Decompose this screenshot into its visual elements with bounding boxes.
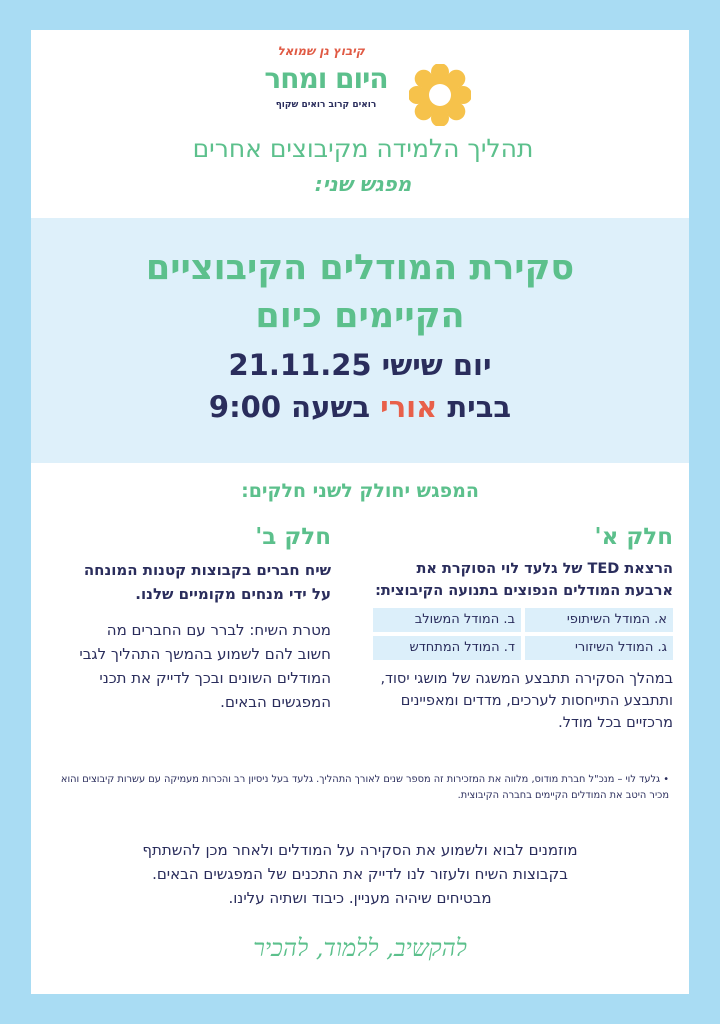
closing-line-1: מוזמנים לבוא ולשמוע את הסקירה על המודלים ולאחר מכן להשתתף [142, 841, 578, 859]
part-a-section [373, 520, 673, 734]
process-subtitle: תהליך הלמידה מקיבוצים אחרים [192, 134, 534, 163]
motto-slogan: להקשיב, ללמוד, להכיר [253, 934, 467, 962]
place-name: אורי [380, 390, 438, 424]
flyer-page [31, 30, 689, 994]
model-cooperative: א. המודל השיתופי [525, 608, 673, 632]
part-a-body: במהלך הסקירה תתבצע המשגה של מושגי יסוד, ותתבצע התייחסות לערכים, מדדים ומאפיינים מרכזיים בכל מודל. [380, 671, 673, 731]
kibbutz-logo [246, 44, 474, 132]
speaker-footnote: • גלעד לוי – מנכ"ל חברת מודוס, מלווה את המזכירות זה מספר שנים לאורך התהליך. גלעד בעל ניסיון רב והכרות מעמיקה עם עשרות קיבוצים והוא מכיר היטב את המודלים הקיימים בחברה הקיבוצית. [60, 774, 669, 801]
split-heading: המפגש יחולק לשני חלקים: [241, 480, 479, 502]
part-b-lead: שיח חברים בקבוצות קטנות המונחה על ידי מנחים מקומיים שלנו. [83, 561, 331, 603]
main-title-line-2: הקיימים כיום [255, 296, 465, 336]
closing-invitation [51, 838, 669, 910]
part-b-body: מטרת השיח: לברר עם החברים מה חשוב להם לשמוע בהמשך התהליך לגבי המודלים השונים ובכך לדייק את תכני המפגשים הבאים. [79, 621, 331, 711]
event-place-time [41, 390, 679, 424]
main-title [41, 244, 679, 340]
meeting-number: מפגש שני: [314, 172, 412, 196]
logo-tagline: רואים קרוב רואים שקוף [275, 100, 377, 110]
sun-flower-icon [409, 64, 471, 126]
part-b-section [69, 520, 331, 714]
model-combined: ב. המודל המשולב [373, 608, 521, 632]
title-banner [31, 218, 689, 463]
place-prefix: בבית [447, 390, 512, 424]
logo-title: היום ומחר [264, 62, 388, 95]
closing-line-2: בקבוצות השיח ולעזור לנו לדייק את התכנים של המפגשים הבאים. [152, 865, 568, 883]
closing-line-3: מבטיחים שיהיה מעניין. כיבוד ושתיה עלינו. [228, 889, 492, 907]
part-a-lead: הרצאת TED של גלעד לוי הסוקרת את ארבעת המודלים הנפוצים בתנועה הקיבוצית: [375, 561, 673, 599]
event-date: יום שישי 21.11.25 [228, 348, 492, 382]
model-renewed: ד. המודל המתחדש [373, 636, 521, 660]
event-time: בשעה 9:00 [208, 390, 371, 424]
logo-kibbutz-name: קיבוץ גן שמואל [277, 44, 365, 58]
models-grid [373, 608, 673, 660]
part-b-title: חלק ב' [255, 524, 331, 550]
main-title-line-1: סקירת המודלים הקיבוציים [145, 248, 575, 288]
part-a-title: חלק א' [594, 524, 673, 550]
model-integrated: ג. המודל השיזורי [525, 636, 673, 660]
